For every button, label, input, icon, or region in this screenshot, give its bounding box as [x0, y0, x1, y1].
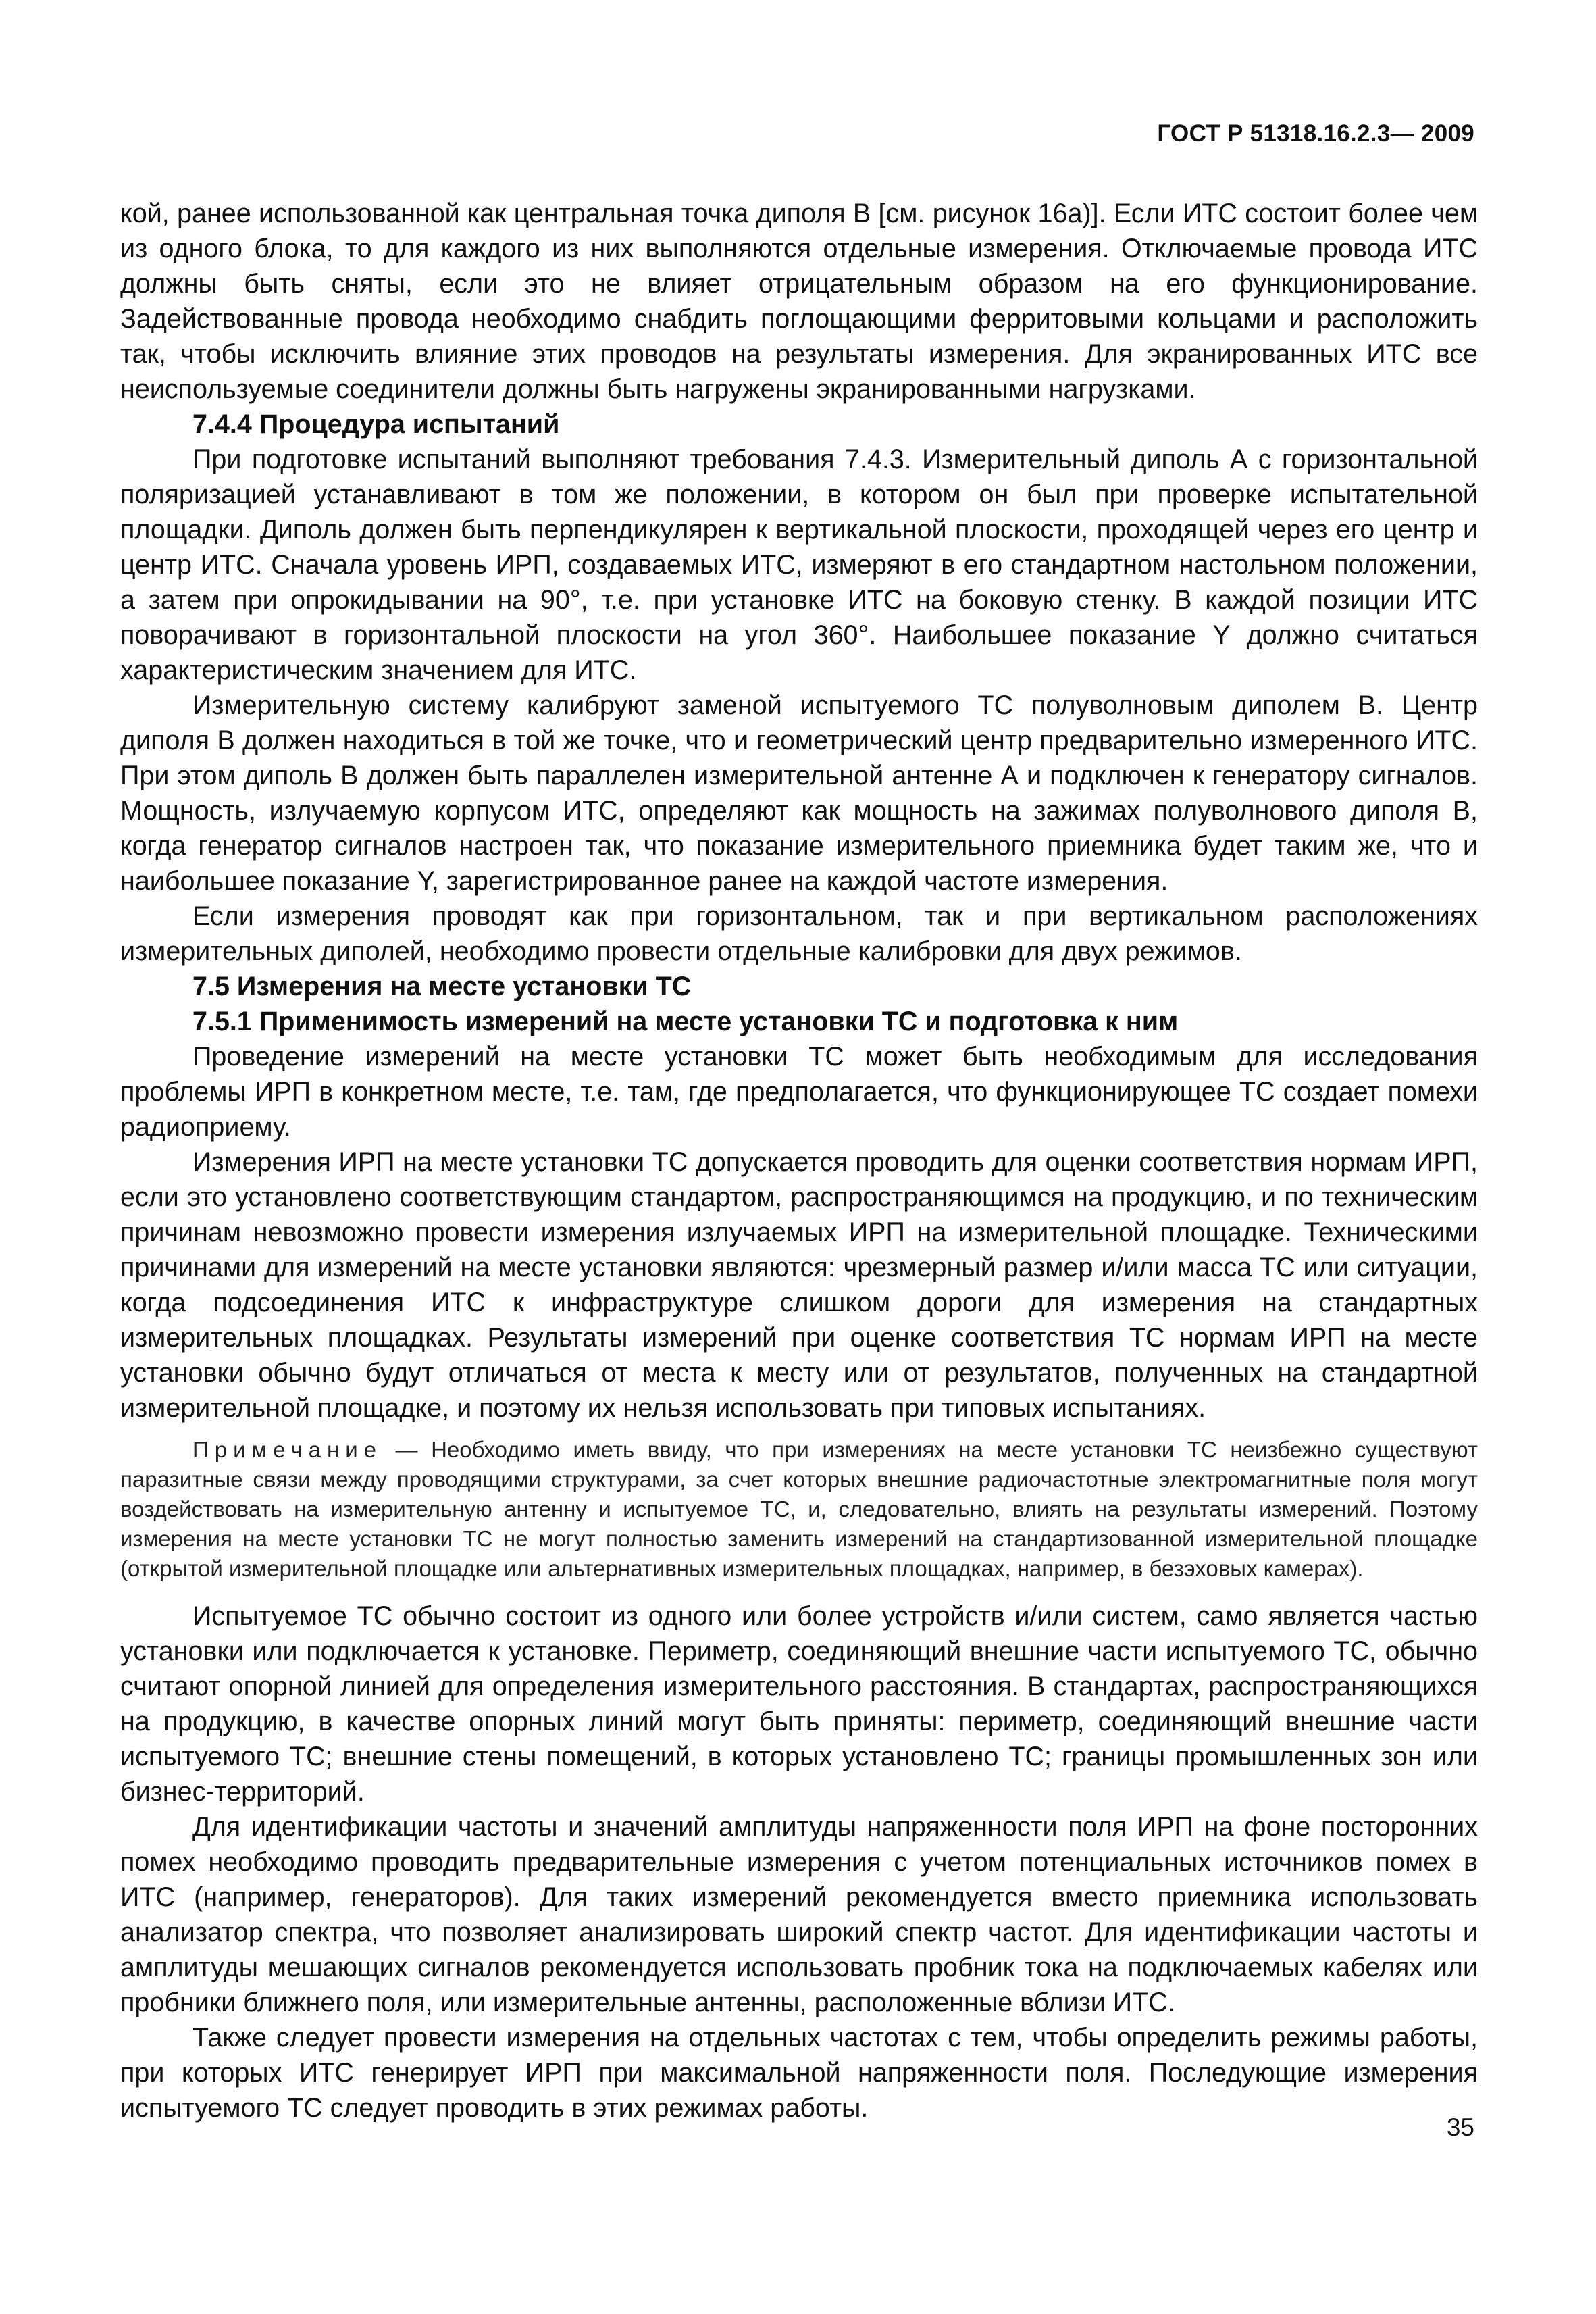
note-label: Примечание: [192, 1437, 383, 1462]
note-text: — Необходимо иметь ввиду, что при измерениях на месте установки ТС неизбежно существуют паразитные связи между проводящими структурами, за счет которых внешние радиочастотные электромагнитные поля могут воздействовать на измерительную антенну и испытуемое ТС, и, следовательно, влиять на результаты измерений. Поэтому измерения на месте установки ТС не могут полностью заменить измерений на стандартизованной измерительной площадке (открытой измерительной площадке или альтернативных измерительных площадках, например, в безэховых камерах).: [120, 1437, 1478, 1581]
paragraph: кой, ранее использованной как центральная точка диполя В [см. рисунок 16а)]. Если ИТС состоит более чем из одного блока, то для каждого из них выполняются отдельные измерения. Отключаемые провода ИТС должны быть сняты, если это не влияет отрицательным образом на его функционирование. Задействованные провода необходимо снабдить поглощающими ферритовыми кольцами и расположить так, чтобы исключить влияние этих проводов на результаты измерения. Для экранированных ИТС все неиспользуемые соединители должны быть нагружены экранированными нагрузками.: [120, 199, 1478, 404]
paragraph: Также следует провести измерения на отдельных частотах с тем, чтобы определить режимы работы, при которых ИТС генерирует ИРП при максимальной напряженности поля. Последующие измерения испытуемого ТС следует проводить в этих режимах работы.: [120, 2023, 1478, 2123]
paragraph: При подготовке испытаний выполняют требования 7.4.3. Измерительный диполь А с горизонтальной поляризацией устанавливают в том же положении, в котором он был при проверке испытательной площадки. Диполь должен быть перпендикулярен к вертикальной плоскости, проходящей через его центр и центр ИТС. Сначала уровень ИРП, создаваемых ИТС, измеряют в его стандартном настольном положении, а затем при опрокидывании на 90°, т.е. при установке ИТС на боковую стенку. В каждой позиции ИТС поворачивают в горизонтальной плоскости на угол 360°. Наибольшее показание Y должно считаться характеристическим значением для ИТС.: [120, 445, 1478, 685]
paragraph: Для идентификации частоты и значений амплитуды напряженности поля ИРП на фоне посторонних помех необходимо проводить предварительные измерения с учетом потенциальных источников помех в ИТС (например, генераторов). Для таких измерений рекомендуется вместо приемника использовать анализатор спектра, что позволяет анализировать широкий спектр частот. Для идентификации частоты и амплитуды мешающих сигналов рекомендуется использовать пробник тока на подключаемых кабелях или пробники ближнего поля, или измерительные антенны, расположенные вблизи ИТС.: [120, 1812, 1478, 2017]
document-header: ГОСТ Р 51318.16.2.3— 2009: [1157, 120, 1474, 147]
paragraph: Измерения ИРП на месте установки ТС допускается проводить для оценки соответствия нормам ИРП, если это установлено соответствующим стандартом, распространяющимся на продукцию, и по техническим причинам невозможно провести измерения излучаемых ИРП на измерительной площадке. Техническими причинами для измерений на месте установки являются: чрезмерный размер и/или масса ТС или ситуации, когда подсоединения ИТС к инфраструктуре слишком дороги для измерения на стандартных измерительных площадках. Результаты измерений при оценке соответствия ТС нормам ИРП на месте установки обычно будут отличаться от места к месту или от результатов, полученных на стандартной измерительной площадке, и поэтому их нельзя использовать при типовых испытаниях.: [120, 1147, 1478, 1423]
paragraph: Измерительную систему калибруют заменой испытуемого ТС полуволновым диполем В. Центр диполя В должен находиться в той же точке, что и геометрический центр предварительно измеренного ИТС. При этом диполь В должен быть параллелен измерительной антенне А и подключен к генератору сигналов. Мощность, излучаемую корпусом ИТС, определяют как мощность на зажимах полуволнового диполя В, когда генератор сигналов настроен так, что показание измерительного приемника будет таким же, что и наибольшее показание Y, зарегистрированное ранее на каждой частоте измерения.: [120, 690, 1478, 896]
section-heading-7-5: 7.5 Измерения на месте установки ТС: [192, 972, 692, 1001]
page-number: 35: [1446, 2113, 1474, 2141]
section-heading-7-5-1: 7.5.1 Применимость измерений на месте установки ТС и подготовка к ним: [192, 1007, 1179, 1036]
paragraph: Испытуемое ТС обычно состоит из одного или более устройств и/или систем, само является частью установки или подключается к установке. Периметр, соединяющий внешние части испытуемого ТС, обычно считают опорной линией для определения измерительного расстояния. В стандартах, распространяющихся на продукцию, в качестве опорных линий могут быть приняты: периметр, соединяющий внешние части испытуемого ТС; внешние стены помещений, в которых установлено ТС; границы промышленных зон или бизнес-территорий.: [120, 1601, 1478, 1807]
paragraph: Если измерения проводят как при горизонтальном, так и при вертикальном расположениях измерительных диполей, необходимо провести отдельные калибровки для двух режимов.: [120, 901, 1478, 966]
document-body: [120, 196, 1478, 2126]
section-heading-7-4-4: 7.4.4 Процедура испытаний: [192, 409, 560, 439]
note: [120, 1435, 1478, 1584]
paragraph: Проведение измерений на месте установки ТС может быть необходимым для исследования проблемы ИРП в конкретном месте, т.е. там, где предполагается, что функционирующее ТС создает помехи радиоприему.: [120, 1042, 1478, 1142]
